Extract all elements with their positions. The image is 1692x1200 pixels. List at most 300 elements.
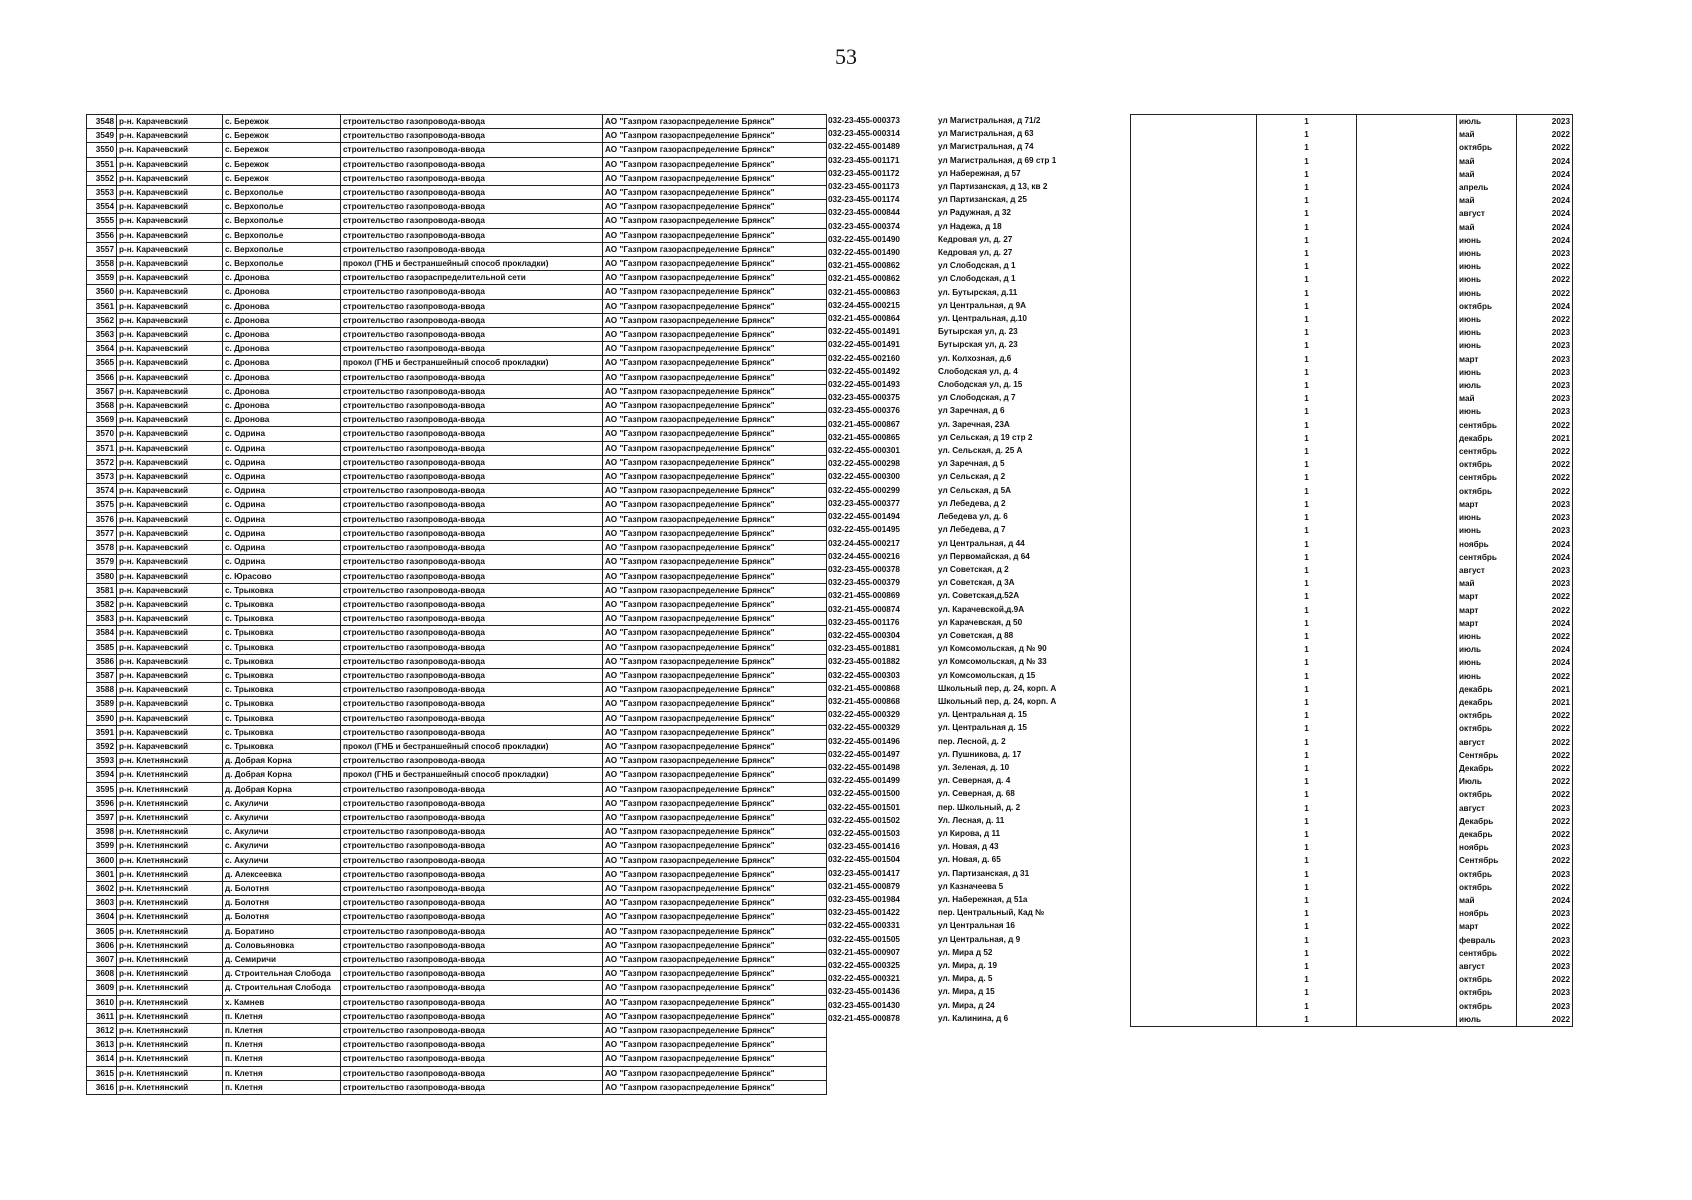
empty-cell (1131, 683, 1257, 696)
settlement-cell: с. Трыковка (223, 612, 341, 626)
empty-cell (1131, 221, 1257, 234)
cadastral-number-cell: 032-22-455-001489 (828, 142, 900, 152)
quantity-cell: 1 (1257, 881, 1357, 894)
empty-cell (1131, 181, 1257, 194)
quantity-cell: 1 (1257, 868, 1357, 881)
cadastral-number-cell: 032-23-455-001984 (828, 894, 900, 904)
empty-cell (1357, 749, 1457, 762)
work-type-cell: строительство газопровода-ввода (341, 399, 603, 413)
empty-cell (1131, 313, 1257, 326)
year-cell: 2022 (1517, 749, 1573, 762)
cadastral-number-cell: 032-23-455-001171 (828, 155, 900, 165)
row-number-cell: 3566 (87, 370, 117, 384)
empty-cell (1131, 907, 1257, 920)
cadastral-number-cell: 032-23-455-001173 (828, 182, 900, 192)
settlement-cell: с. Дронова (223, 285, 341, 299)
quantity-cell: 1 (1257, 194, 1357, 207)
address-cell: ул Центральная 16 (938, 921, 1015, 931)
empty-cell (1357, 551, 1457, 564)
table-row (87, 200, 827, 214)
address-cell: ул Партизанская, д 25 (938, 195, 1027, 205)
quantity-cell: 1 (1257, 841, 1357, 854)
table-row (87, 356, 827, 370)
month-cell: май (1457, 168, 1517, 181)
row-number-cell: 3594 (87, 768, 117, 782)
settlement-cell: д. Добрая Корна (223, 782, 341, 796)
empty-cell (1131, 366, 1257, 379)
cadastral-number-cell: 032-22-455-000300 (828, 472, 900, 482)
work-type-cell: строительство газопровода-ввода (341, 455, 603, 469)
district-cell: р-н. Клетнянский (117, 938, 223, 952)
quantity-cell: 1 (1257, 986, 1357, 999)
table-row (826, 906, 1130, 919)
empty-cell (1357, 920, 1457, 933)
table-row (826, 352, 1130, 365)
address-cell: ул Слободская, д 1 (938, 274, 1016, 284)
table-row (826, 140, 1130, 153)
table-row (826, 299, 1130, 312)
cadastral-number-cell: 032-21-455-000867 (828, 419, 900, 429)
work-type-cell: строительство газопровода-ввода (341, 725, 603, 739)
month-cell: ноябрь (1457, 907, 1517, 920)
organization-cell: АО "Газпром газораспределение Брянск" (603, 725, 827, 739)
table-row (87, 1052, 827, 1066)
row-number-cell: 3616 (87, 1080, 117, 1094)
district-cell: р-н. Карачевский (117, 583, 223, 597)
quantity-cell: 1 (1257, 590, 1357, 603)
work-type-cell: строительство газопровода-ввода (341, 1066, 603, 1080)
work-type-cell: строительство газопровода-ввода (341, 1024, 603, 1038)
year-cell: 2024 (1517, 551, 1573, 564)
work-type-cell: строительство газопровода-ввода (341, 342, 603, 356)
table-row (1131, 775, 1573, 788)
table-row (87, 697, 827, 711)
table-row (826, 470, 1130, 483)
settlement-cell: с. Дронова (223, 356, 341, 370)
empty-cell (1131, 696, 1257, 709)
table-row (826, 259, 1130, 272)
empty-cell (1131, 841, 1257, 854)
table-row (1131, 841, 1573, 854)
row-number-cell: 3570 (87, 427, 117, 441)
empty-cell (1357, 802, 1457, 815)
cadastral-number-cell: 032-22-455-001500 (828, 789, 900, 799)
cadastral-number-cell: 032-22-455-001491 (828, 340, 900, 350)
month-cell: август (1457, 802, 1517, 815)
month-cell: апрель (1457, 181, 1517, 194)
address-cell: Школьный пер, д. 24, корп. А (938, 683, 1057, 693)
table-row (1131, 630, 1573, 643)
district-cell: р-н. Карачевский (117, 129, 223, 143)
table-row (87, 257, 827, 271)
cadastral-number-cell: 032-21-455-000862 (828, 261, 900, 271)
district-cell: р-н. Клетнянский (117, 967, 223, 981)
address-cell: ул Заречная, д 6 (938, 406, 1005, 416)
year-cell: 2021 (1517, 683, 1573, 696)
empty-cell (1131, 339, 1257, 352)
cadastral-number-cell: 032-23-455-000373 (828, 116, 900, 125)
quantity-cell: 1 (1257, 485, 1357, 498)
table-row (826, 682, 1130, 695)
month-cell: июнь (1457, 326, 1517, 339)
table-row (87, 640, 827, 654)
quantity-cell: 1 (1257, 273, 1357, 286)
table-row (826, 655, 1130, 668)
settlement-cell: с. Верхополье (223, 257, 341, 271)
empty-cell (1131, 643, 1257, 656)
empty-cell (1357, 947, 1457, 960)
table-row (826, 576, 1130, 589)
year-cell: 2024 (1517, 194, 1573, 207)
settlement-cell: п. Клетня (223, 1066, 341, 1080)
table-row (1131, 287, 1573, 300)
quantity-cell: 1 (1257, 947, 1357, 960)
empty-cell (1131, 604, 1257, 617)
table-row (826, 497, 1130, 510)
work-type-cell: строительство газопровода-ввода (341, 668, 603, 682)
table-row (1131, 736, 1573, 749)
work-type-cell: строительство газопровода-ввода (341, 754, 603, 768)
table-row (826, 246, 1130, 259)
settlement-cell: с. Одрина (223, 470, 341, 484)
empty-cell (1131, 405, 1257, 418)
table-row (87, 1024, 827, 1038)
row-number-cell: 3582 (87, 597, 117, 611)
table-row (1131, 577, 1573, 590)
settlement-cell: д. Добрая Корна (223, 754, 341, 768)
address-cell: ул Комсомольская, д № 33 (938, 657, 1047, 667)
empty-cell (1131, 564, 1257, 577)
table-row (1131, 762, 1573, 775)
cadastral-number-cell: 032-24-455-000215 (828, 300, 900, 310)
row-number-cell: 3590 (87, 711, 117, 725)
empty-cell (1131, 630, 1257, 643)
address-cell: ул Партизанская, д 13, кв 2 (938, 182, 1048, 192)
work-type-cell: строительство газопровода-ввода (341, 597, 603, 611)
cadastral-number-cell: 032-24-455-000216 (828, 551, 900, 561)
district-cell: р-н. Карачевский (117, 257, 223, 271)
address-cell: ул. Центральная, д.10 (938, 314, 1027, 324)
cadastral-number-cell: 032-23-455-000844 (828, 208, 900, 218)
row-number-cell: 3579 (87, 555, 117, 569)
row-number-cell: 3568 (87, 399, 117, 413)
district-cell: р-н. Карачевский (117, 697, 223, 711)
work-type-cell: строительство газопровода-ввода (341, 470, 603, 484)
settlement-cell: с. Дронова (223, 328, 341, 342)
empty-cell (1357, 458, 1457, 471)
cadastral-number-cell: 032-22-455-000301 (828, 446, 900, 456)
work-type-cell: строительство газопровода-ввода (341, 654, 603, 668)
quantity-cell: 1 (1257, 432, 1357, 445)
address-cell: ул Центральная, д 9 (938, 934, 1021, 944)
settlement-cell: с. Верхополье (223, 228, 341, 242)
organization-cell: АО "Газпром газораспределение Брянск" (603, 654, 827, 668)
row-number-cell: 3578 (87, 541, 117, 555)
settlement-cell: п. Клетня (223, 1080, 341, 1094)
cadastral-number-cell: 032-22-455-000331 (828, 921, 900, 931)
year-cell: 2022 (1517, 273, 1573, 286)
month-cell: июнь (1457, 656, 1517, 669)
empty-cell (1131, 656, 1257, 669)
work-type-cell: строительство газопровода-ввода (341, 924, 603, 938)
cadastral-number-cell: 032-23-455-000377 (828, 498, 900, 508)
quantity-cell: 1 (1257, 762, 1357, 775)
work-type-cell: строительство газопровода-ввода (341, 967, 603, 981)
work-type-cell: строительство газопровода-ввода (341, 512, 603, 526)
empty-cell (1357, 485, 1457, 498)
table-row (87, 242, 827, 256)
district-cell: р-н. Клетнянский (117, 782, 223, 796)
empty-cell (1357, 155, 1457, 168)
organization-cell: АО "Газпром газораспределение Брянск" (603, 1038, 827, 1052)
month-cell: октябрь (1457, 709, 1517, 722)
settlement-cell: с. Одрина (223, 555, 341, 569)
year-cell: 2022 (1517, 471, 1573, 484)
settlement-cell: д. Болотня (223, 881, 341, 895)
address-cell: ул. Мира, д 24 (938, 1000, 995, 1010)
organization-cell: АО "Газпром газораспределение Брянск" (603, 299, 827, 313)
year-cell: 2023 (1517, 366, 1573, 379)
address-cell: ул Слободская, д 1 (938, 261, 1016, 271)
address-cell: ул Надежа, д 18 (938, 221, 1002, 231)
table-row (87, 910, 827, 924)
organization-cell: АО "Газпром газораспределение Брянск" (603, 910, 827, 924)
cadastral-number-cell: 032-22-455-000299 (828, 485, 900, 495)
table-row (87, 569, 827, 583)
cadastral-number-cell: 032-22-455-001490 (828, 234, 900, 244)
month-cell: июнь (1457, 511, 1517, 524)
empty-cell (1357, 617, 1457, 630)
row-number-cell: 3607 (87, 952, 117, 966)
table-row (87, 143, 827, 157)
work-type-cell: строительство газопровода-ввода (341, 1052, 603, 1066)
row-number-cell: 3548 (87, 115, 117, 129)
settlement-cell: с. Трыковка (223, 597, 341, 611)
organization-cell: АО "Газпром газораспределение Брянск" (603, 271, 827, 285)
organization-cell: АО "Газпром газораспределение Брянск" (603, 853, 827, 867)
settlement-cell: с. Одрина (223, 498, 341, 512)
quantity-cell: 1 (1257, 683, 1357, 696)
empty-cell (1131, 207, 1257, 220)
month-cell: март (1457, 617, 1517, 630)
year-cell: 2024 (1517, 207, 1573, 220)
district-cell: р-н. Карачевский (117, 526, 223, 540)
table-row (826, 946, 1130, 959)
year-cell: 2023 (1517, 1000, 1573, 1013)
row-number-cell: 3584 (87, 626, 117, 640)
empty-cell (1357, 815, 1457, 828)
organization-cell: АО "Газпром газораспределение Брянск" (603, 257, 827, 271)
year-cell: 2023 (1517, 405, 1573, 418)
quantity-cell: 1 (1257, 511, 1357, 524)
empty-cell (1131, 854, 1257, 867)
settlement-cell: с. Одрина (223, 455, 341, 469)
organization-cell: АО "Газпром газораспределение Брянск" (603, 455, 827, 469)
table-row (826, 735, 1130, 748)
quantity-cell: 1 (1257, 247, 1357, 260)
table-row (87, 157, 827, 171)
organization-cell: АО "Газпром газораспределение Брянск" (603, 484, 827, 498)
settlement-cell: с. Трыковка (223, 640, 341, 654)
year-cell: 2022 (1517, 788, 1573, 801)
district-cell: р-н. Клетнянский (117, 1009, 223, 1023)
work-type-cell: прокол (ГНБ и бестраншейный способ прокладки) (341, 356, 603, 370)
empty-cell (1131, 762, 1257, 775)
district-cell: р-н. Клетнянский (117, 768, 223, 782)
settlement-cell: с. Трыковка (223, 725, 341, 739)
work-type-cell: строительство газопровода-ввода (341, 526, 603, 540)
empty-cell (1357, 445, 1457, 458)
month-cell: Декабрь (1457, 762, 1517, 775)
year-cell: 2022 (1517, 722, 1573, 735)
organization-cell: АО "Газпром газораспределение Брянск" (603, 555, 827, 569)
year-cell: 2022 (1517, 1013, 1573, 1027)
year-cell: 2023 (1517, 524, 1573, 537)
district-cell: р-н. Карачевский (117, 115, 223, 129)
year-cell: 2022 (1517, 604, 1573, 617)
table-row (1131, 260, 1573, 273)
year-cell: 2022 (1517, 419, 1573, 432)
district-cell: р-н. Клетнянский (117, 810, 223, 824)
row-number-cell: 3600 (87, 853, 117, 867)
month-cell: октябрь (1457, 868, 1517, 881)
settlement-cell: д. Боратино (223, 924, 341, 938)
cadastral-number-cell: 032-22-455-001493 (828, 380, 900, 390)
table-row (87, 952, 827, 966)
row-number-cell: 3550 (87, 143, 117, 157)
district-cell: р-н. Карачевский (117, 299, 223, 313)
table-row (1131, 419, 1573, 432)
table-row (826, 827, 1130, 840)
year-cell: 2022 (1517, 920, 1573, 933)
address-cell: ул. Центральная д. 15 (938, 723, 1027, 733)
month-cell: октябрь (1457, 973, 1517, 986)
settlement-cell: с. Дронова (223, 413, 341, 427)
empty-cell (1131, 577, 1257, 590)
left-table-extra (826, 114, 1130, 1025)
table-row (1131, 947, 1573, 960)
settlement-cell: с. Трыковка (223, 626, 341, 640)
table-row (87, 981, 827, 995)
empty-cell (1357, 419, 1457, 432)
empty-cell (1357, 511, 1457, 524)
organization-cell: АО "Газпром газораспределение Брянск" (603, 313, 827, 327)
settlement-cell: с. Бережок (223, 115, 341, 129)
work-type-cell: строительство газопровода-ввода (341, 853, 603, 867)
quantity-cell: 1 (1257, 604, 1357, 617)
settlement-cell: с. Трыковка (223, 683, 341, 697)
address-cell: ул Центральная, д 9А (938, 300, 1027, 310)
table-row (87, 825, 827, 839)
quantity-cell: 1 (1257, 775, 1357, 788)
address-cell: ул Магистральная, д 69 стр 1 (938, 155, 1057, 165)
address-cell: ул Лебедева, д 2 (938, 498, 1006, 508)
table-row (1131, 920, 1573, 933)
table-row (87, 498, 827, 512)
organization-cell: АО "Газпром газораспределение Брянск" (603, 924, 827, 938)
month-cell: октябрь (1457, 788, 1517, 801)
quantity-cell: 1 (1257, 656, 1357, 669)
empty-cell (1357, 604, 1457, 617)
organization-cell: АО "Газпром газораспределение Брянск" (603, 413, 827, 427)
district-cell: р-н. Карачевский (117, 498, 223, 512)
empty-cell (1357, 907, 1457, 920)
settlement-cell: с. Трыковка (223, 668, 341, 682)
year-cell: 2022 (1517, 973, 1573, 986)
empty-cell (1131, 802, 1257, 815)
empty-cell (1357, 854, 1457, 867)
row-number-cell: 3602 (87, 881, 117, 895)
row-number-cell: 3556 (87, 228, 117, 242)
work-type-cell: строительство газопровода-ввода (341, 569, 603, 583)
table-row (87, 171, 827, 185)
empty-cell (1357, 709, 1457, 722)
table-row (87, 853, 827, 867)
empty-cell (1131, 300, 1257, 313)
empty-cell (1131, 194, 1257, 207)
quantity-cell: 1 (1257, 1000, 1357, 1013)
table-row (87, 555, 827, 569)
cadastral-number-cell: 032-21-455-000868 (828, 683, 900, 693)
cadastral-number-cell: 032-24-455-000217 (828, 538, 900, 548)
settlement-cell: с. Дронова (223, 384, 341, 398)
organization-cell: АО "Газпром газораспределение Брянск" (603, 1080, 827, 1094)
table-row (1131, 168, 1573, 181)
organization-cell: АО "Газпром газораспределение Брянск" (603, 810, 827, 824)
table-row (1131, 432, 1573, 445)
empty-cell (1357, 775, 1457, 788)
work-type-cell: прокол (ГНБ и бестраншейный способ прокладки) (341, 739, 603, 753)
cadastral-number-cell: 032-22-455-001503 (828, 828, 900, 838)
table-row (826, 840, 1130, 853)
empty-cell (1131, 458, 1257, 471)
address-cell: ул Советская, д 2 (938, 564, 1009, 574)
table-row (826, 167, 1130, 180)
year-cell: 2022 (1517, 458, 1573, 471)
year-cell: 2024 (1517, 643, 1573, 656)
empty-cell (1357, 722, 1457, 735)
table-row (1131, 300, 1573, 313)
table-row (87, 796, 827, 810)
row-number-cell: 3597 (87, 810, 117, 824)
work-type-cell: строительство газопровода-ввода (341, 938, 603, 952)
row-number-cell: 3557 (87, 242, 117, 256)
settlement-cell: с. Акуличи (223, 839, 341, 853)
organization-cell: АО "Газпром газораспределение Брянск" (603, 612, 827, 626)
month-cell: сентябрь (1457, 471, 1517, 484)
row-number-cell: 3603 (87, 896, 117, 910)
table-row (87, 413, 827, 427)
settlement-cell: с. Трыковка (223, 739, 341, 753)
cadastral-number-cell: 032-22-455-001491 (828, 327, 900, 337)
quantity-cell: 1 (1257, 379, 1357, 392)
cadastral-number-cell: 032-23-455-000378 (828, 564, 900, 574)
month-cell: октябрь (1457, 141, 1517, 154)
month-cell: август (1457, 960, 1517, 973)
empty-cell (1131, 670, 1257, 683)
row-number-cell: 3572 (87, 455, 117, 469)
row-number-cell: 3563 (87, 328, 117, 342)
table-row (826, 312, 1130, 325)
cadastral-number-cell: 032-22-455-001495 (828, 525, 900, 535)
table-row (87, 384, 827, 398)
table-row (1131, 458, 1573, 471)
cadastral-number-cell: 032-22-455-001492 (828, 366, 900, 376)
row-number-cell: 3553 (87, 186, 117, 200)
cadastral-number-cell: 032-22-455-000298 (828, 459, 900, 469)
quantity-cell: 1 (1257, 353, 1357, 366)
empty-cell (1357, 656, 1457, 669)
